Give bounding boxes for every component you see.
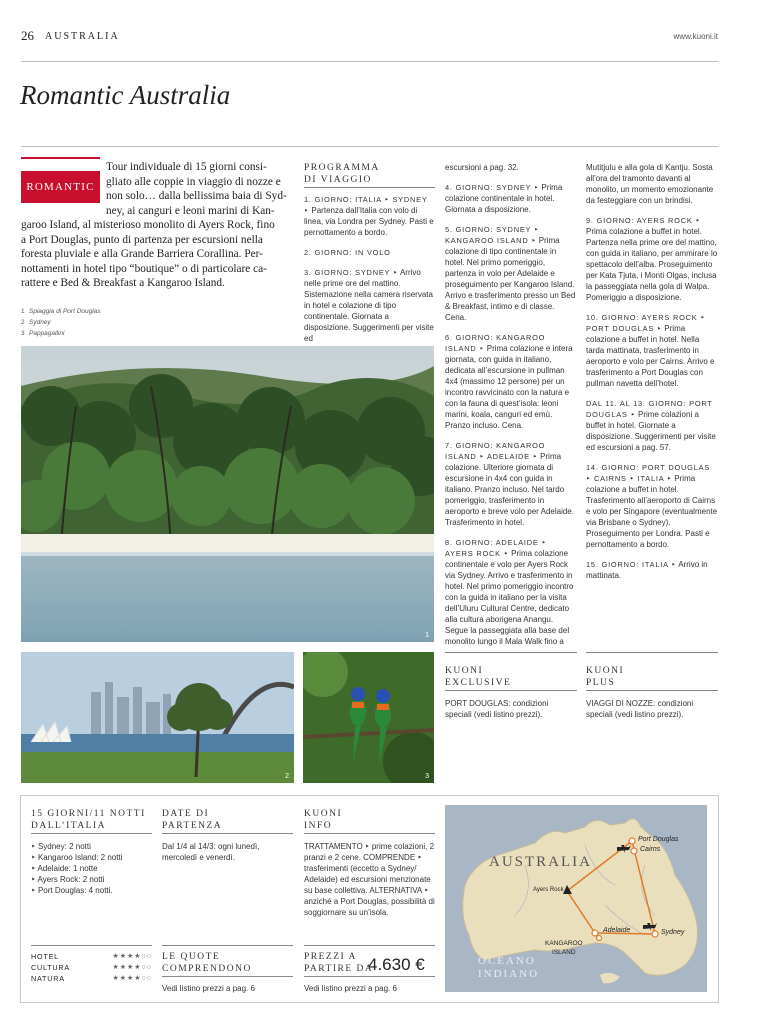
sydney-illustration [21,652,294,783]
nights-item: ‣ Sydney: 2 notti [31,842,91,851]
title-rule [21,146,718,147]
day-description: Partenza dall’Italia con volo di linea, via Londra per Sydney. Pasti e pernottamento a bordo. [304,206,434,237]
rating-stars: ★★★★○○ [112,975,152,982]
price-rule [304,976,435,977]
romantic-badge: ROMANTIC [21,171,100,203]
day-label: 1. GIORNO: ITALIA ‣ SYDNEY ‣ [304,195,428,215]
info-rule [304,833,435,834]
intro-line: nottamenti in hotel tipo “boutique” o di particolare ca- [21,262,267,275]
day-label: 5. GIORNO: SYDNEY ‣ KANGAROO ISLAND ‣ [445,225,540,245]
quote-rule [162,976,293,977]
exclusive-top-rule [445,652,577,653]
itinerary-day [586,215,718,303]
price-heading: PREZZI A PARTIRE DA [304,952,374,974]
itinerary-day [445,224,576,323]
rating-row: CULTURA ★★★★○○ [31,963,152,972]
website-url: www.kuoni.it [673,32,718,41]
itinerary-column-3 [586,162,718,590]
day-label: 9. GIORNO: AYERS ROCK ‣ [586,216,701,225]
exclusive-rule [445,690,577,691]
caption-item: 2 Sydney [21,319,51,326]
kuoni-info-text: TRATTAMENTO ‣ prime colazioni, 2 pranzi e 2 cene. COMPRENDE ‣ trasferimenti (eccetto a Sydney/ Adelaide) ed escursioni menzionate su base collettiva. ALTERNATIVA ‣ anziché a Port Douglas, possibilità di soggiornare su un’isola. [304,842,435,917]
dates-text: Dal 1/4 al 14/3: ogni lunedì, mercoledì e venerdì. [162,842,260,862]
price-amount: 4.630 € [368,955,425,974]
page-title: Romantic Australia [20,80,231,110]
ratings [31,951,152,984]
price-text: Vedi listino prezzi a pag. 6 [304,984,397,993]
intro-line: rattere e Bed & Breakfast a Kangaroo Island. [21,277,225,289]
program-heading: PROGRAMMA DI VIAGGIO [304,163,380,185]
itinerary-day [586,559,718,581]
intro-text [21,160,292,291]
badge-bar [21,157,100,159]
photo-number: 3 [425,773,429,780]
ratings-rule [31,945,152,946]
program-rule [304,187,435,188]
intro-line: non solo… dalla bellissima baia di Syd- [106,190,287,202]
header-rule [21,61,718,62]
day-label: 2. GIORNO: IN VOLO [304,248,391,257]
route-map [445,805,707,992]
parrots-photo [303,652,434,783]
rating-row: NATURA ★★★★○○ [31,974,152,983]
quote-heading: LE QUOTE COMPRENDONO [162,952,252,974]
day-description: Prima colazione a buffet in hotel. Nella tarda mattinata, trasferimento in aeroporto e volo per Cairns. Arrivo e trasferimento a Port Douglas con pullman navetta dell’hotel. [586,324,715,388]
section-title: AUSTRALIA [45,31,120,42]
map-label-ayers-rock: Ayers Rock [533,887,564,893]
itinerary-day [304,247,435,258]
photo-captions [21,306,101,339]
day-description: Prima colazione a buffet in hotel. Partenza nella prime ore del mattino, con guida in italiano, per ammirare lo spettacolo dell’alba. Proseguimento per Kata Tjuta, i Monti Olgas, inclusa la passeggiata nella gola di Walpa. Pomeriggio a disposizione. [586,227,718,302]
itinerary-day [445,162,576,173]
intro-line: ney, ai canguri e leoni marini di Kan- [106,204,275,217]
day-description: escursioni a pag. 32. [445,163,519,172]
day-label: 3. GIORNO: SYDNEY ‣ [304,268,399,277]
day-description: Mutitjulu e alla gola di Kantju. Sosta all’ora del tramonto davanti al monolito, un momento emozionante da festeggiare con un brindisi. [586,163,714,205]
itinerary-day [586,462,718,550]
kuoni-exclusive-text: PORT DOUGLAS: condizioni speciali (vedi listino prezzi). [445,699,549,719]
map-label-sydney: Sydney [661,929,685,936]
itinerary-day [445,440,576,528]
map-ocean-label: OCEANO INDIANO [478,955,540,980]
plus-rule [586,690,718,691]
itinerary-day [445,332,576,431]
nights-item: ‣ Port Douglas: 4 notti. [31,886,113,895]
parrots-illustration [303,652,434,783]
kuoni-plus-heading: KUONI PLUS [586,666,625,688]
quote-top-rule [162,945,293,946]
beach-photo [21,346,434,642]
intro-line: garoo Island, al misterioso monolito di Ayers Rock, fino [21,219,275,231]
map-country-label: AUSTRALIA [489,854,592,870]
itinerary-column-1 [304,194,435,353]
nights-list [31,841,152,896]
day-description: Arrivo in mattinata. [586,560,708,580]
duration-heading: 15 GIORNI/11 NOTTI DALL’ITALIA [31,809,146,831]
caption-item: 3 Pappagallini [21,330,65,337]
day-description: Prima colazione. Ulteriore giornata di escursione in 4x4 con guida in italiano. Pranzo incluso. Nel tardo pomeriggio, trasferimento in aeroporto e breve volo per Adelaide. Trasferimento in hotel. [445,452,574,527]
day-description: Prima colazione continentale in hotel. Giornata a disposizione. [445,183,563,214]
intro-line: a Port Douglas, punto di partenza per escursioni nella [21,233,263,246]
quote-text: Vedi listino prezzi a pag. 6 [162,984,255,993]
day-label: 15. GIORNO: ITALIA ‣ [586,560,677,569]
kuoni-plus-text: VIAGGI DI NOZZE: condizioni speciali (vedi listino prezzi). [586,699,694,719]
day-label: 6. GIORNO: KANGAROO ISLAND ‣ [445,333,546,353]
rating-stars: ★★★★○○ [112,953,152,960]
duration-rule [31,833,152,834]
dates-heading: DATE DI PARTENZA [162,809,223,831]
day-description: Prima colazione a buffet in hotel. Trasferimento all’aeroporto di Cairns e volo per Singapore (eventualmente via Brisbane o Sydney). Proseguimento per Londra. Pasti e pernottamento a bordo. [586,474,718,549]
kuoni-exclusive-heading: KUONI EXCLUSIVE [445,666,512,688]
day-label: 8. GIORNO: ADELAIDE ‣ AYERS ROCK ‣ [445,538,547,558]
intro-line: foresta pluviale e alla Grande Barriera Corallina. Per- [21,248,263,260]
intro-line: gliato alle coppie in viaggio di nozze e [106,175,281,188]
photo-number: 1 [425,632,429,639]
caption-item: 1 Spiaggia di Port Douglas [21,308,101,315]
nights-item: ‣ Kangaroo Island: 2 notti [31,853,123,862]
itinerary-day [586,398,718,453]
day-description: Prima colazione continentale e volo per Ayers Rock via Sydney. Arrivo e trasferimento in hotel. Nel primo pomeriggio incontro con la guida in italiano per la visita dell’Uluru Cultural Centre, dedicato alla cultura aborigena Anangu. Segue la passeggiata alla base del monolito lungo il Mala Walk fino a [445,549,574,646]
map-label-kangaroo-island: KANGAROO ISLAND [545,940,583,956]
dates-rule [162,833,293,834]
itinerary-column-2 [445,162,576,656]
day-description: Prime colazioni a buffet in hotel. Giornate a disposizione. Suggerimenti per visite ed escursioni a pag. 57. [586,410,716,452]
intro-line: Tour individuale di 15 giorni consi- [106,161,267,173]
itinerary-day [586,162,718,206]
day-label: 10. GIORNO: AYERS ROCK ‣ PORT DOUGLAS ‣ [586,313,706,333]
photo-number: 2 [285,773,289,780]
sydney-photo [21,652,294,783]
map-label-port-douglas: Port Douglas [638,836,679,843]
itinerary-day [304,267,435,344]
day-description: Prima colazione di tipo continentale in hotel. Nel primo pomeriggio, partenza in volo per Adelaide e proseguimento per Kangaroo Island. Arrivo e trasferimento presso un Bed & Breakfast, intimo e di classe. Cena. [445,236,576,322]
day-label: 14. GIORNO: PORT DOUGLAS ‣ CAIRNS ‣ ITALIA ‣ [586,463,711,483]
day-label: 7. GIORNO: KANGAROO ISLAND ‣ ADELAIDE ‣ [445,441,546,461]
nights-item: ‣ Adelaide: 1 notte [31,864,98,873]
itinerary-day [445,182,576,215]
itinerary-day [304,194,435,238]
day-label: 4. GIORNO: SYDNEY ‣ [445,183,540,192]
itinerary-day [586,312,718,389]
beach-illustration [21,346,434,642]
page-number: 26 [21,28,34,43]
day-description: Prima colazione e intera giornata, con guida in italiano, dedicata all’escursione in pullman 4x4 (massimo 12 persone) per un incontro ravvicinato con la natura e con la fauna di quest’isola: leoni marini, koala, canguri ed emù. Pranzo incluso. Cena. [445,344,573,430]
price-top-rule [304,945,435,946]
itinerary-day [445,537,576,647]
rating-stars: ★★★★○○ [112,964,152,971]
map-label-adelaide: Adelaide [603,927,631,934]
day-description: Arrivo nelle prime ore del mattino. Sistemazione nella camera riservata in hotel e colazione di tipo continentale. Giornata a disposizione. Suggerimenti per visite ed [304,268,434,343]
rating-row: HOTEL ★★★★○○ [31,952,152,961]
nights-item: ‣ Ayers Rock: 2 notti [31,875,105,884]
day-label: DAL 11. AL 13. GIORNO: PORT DOUGLAS ‣ [586,399,713,419]
plus-top-rule [586,652,718,653]
map-label-cairns: Cairns [640,846,661,853]
kuoni-info-heading: KUONI INFO [304,809,343,831]
